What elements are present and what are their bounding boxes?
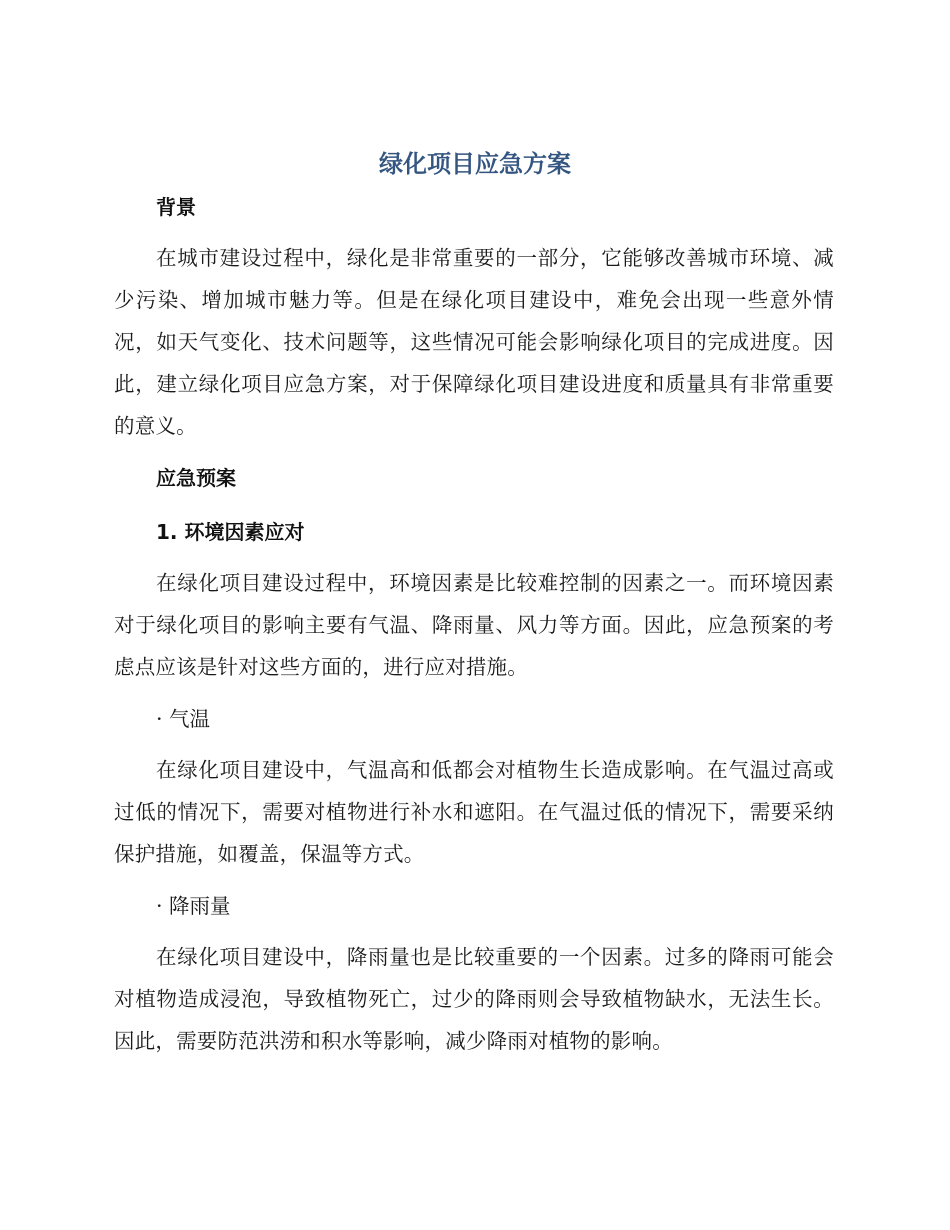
subsection-heading-environment: 1. 环境因素应对 (156, 520, 305, 544)
paragraph-background: 在城市建设过程中，绿化是非常重要的一部分，它能够改善城市环境、减少污染、增加城市魅力等。但是在绿化项目建设中，难免会出现一些意外情况，如天气变化、技术问题等，这些情况可能会影响绿化项目的完成进度。因此，建立绿化项目应急方案，对于保障绿化项目建设进度和质量具有非常重要的意义。 (114, 246, 834, 438)
section-heading-background: 背景 (156, 195, 196, 219)
bullet-rainfall: · 降雨量 (156, 894, 231, 918)
document-body (114, 186, 834, 1062)
paragraph-environment: 在绿化项目建设过程中，环境因素是比较难控制的因素之一。而环境因素对于绿化项目的影响主要有气温、降雨量、风力等方面。因此，应急预案的考虑点应该是针对这些方面的，进行应对措施。 (114, 571, 834, 679)
section-heading-emergency-plan: 应急预案 (156, 466, 236, 490)
paragraph-rainfall: 在绿化项目建设中，降雨量也是比较重要的一个因素。过多的降雨可能会对植物造成浸泡，导致植物死亡，过少的降雨则会导致植物缺水，无法生长。因此，需要防范洪涝和积水等影响，减少降雨对植物的影响。 (114, 945, 834, 1053)
paragraph-temperature: 在绿化项目建设中，气温高和低都会对植物生长造成影响。在气温过高或过低的情况下，需要对植物进行补水和遮阳。在气温过低的情况下，需要采纳保护措施，如覆盖，保温等方式。 (114, 758, 834, 866)
document-title: 绿化项目应急方案 (379, 150, 571, 178)
bullet-temperature: · 气温 (156, 707, 211, 731)
